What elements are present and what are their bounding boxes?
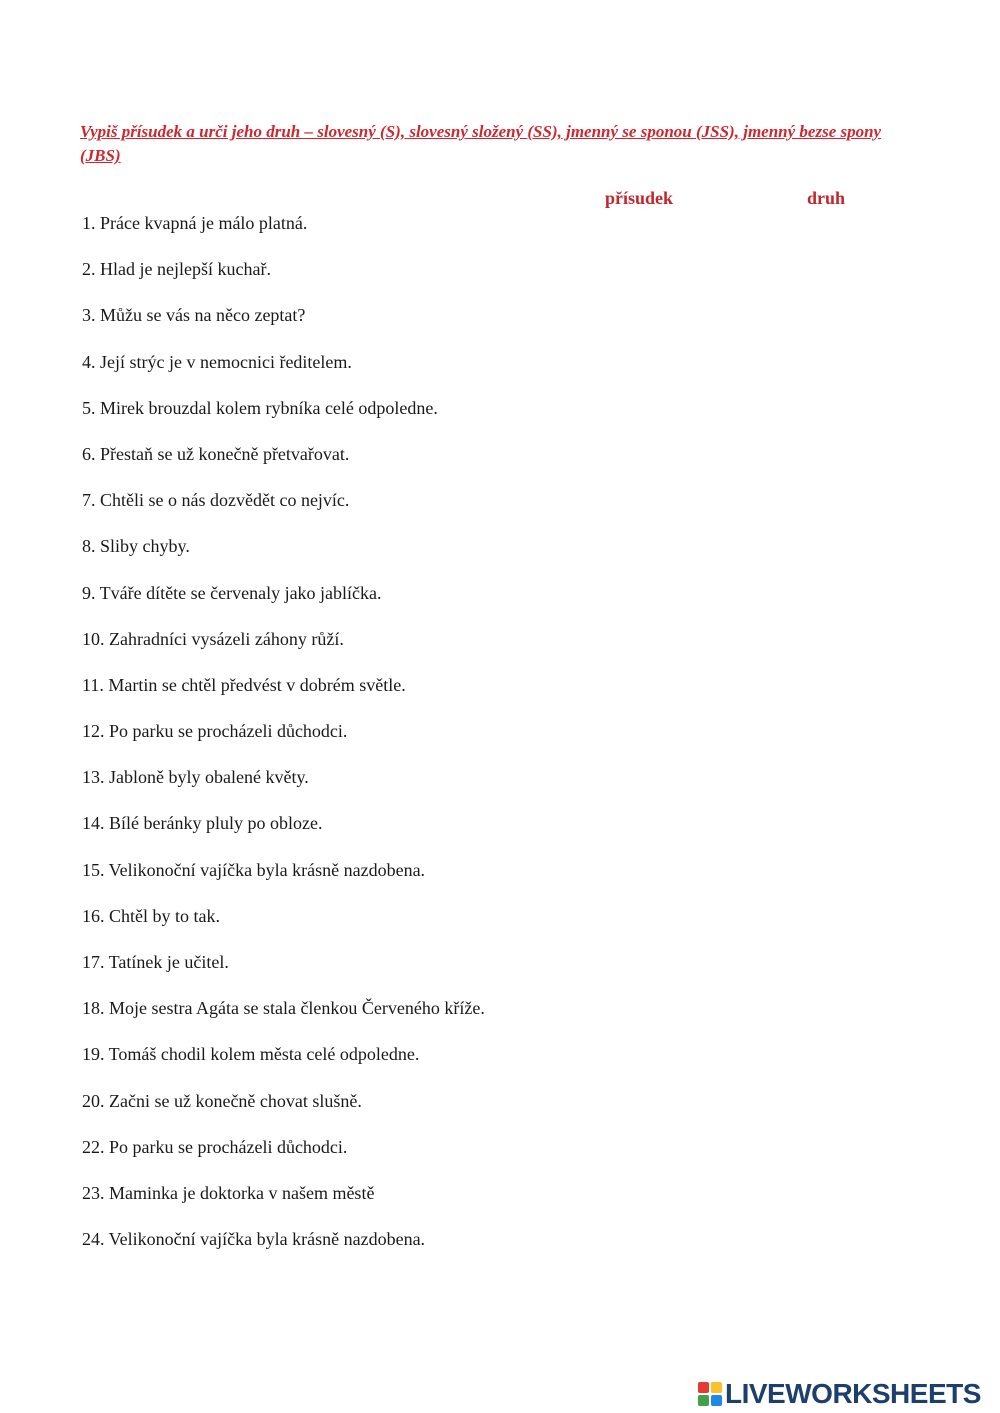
sentence-item: 20. Začni se už konečně chovat slušně. bbox=[82, 1090, 362, 1111]
sentence-item: 1. Práce kvapná je málo platná. bbox=[82, 213, 308, 233]
column-header-type: druh bbox=[807, 188, 846, 208]
sentence-item: 2. Hlad je nejlepší kuchař. bbox=[82, 259, 271, 280]
sentence-item: 18. Moje sestra Agáta se stala členkou Červeného kříže. bbox=[82, 998, 485, 1019]
sentence-item: 15. Velikonoční vajíčka byla krásně nazdobena. bbox=[82, 859, 426, 880]
liveworksheets-logo bbox=[698, 1379, 981, 1409]
logo-square-yellow bbox=[711, 1382, 722, 1393]
sentence-item: 5. Mirek brouzdal kolem rybníka celé odpoledne. bbox=[82, 397, 438, 418]
liveworksheets-logo-text: LIVEWORKSHEETS bbox=[725, 1378, 981, 1409]
sentence-item: 24. Velikonoční vajíčka byla krásně nazdobena. bbox=[82, 1229, 426, 1250]
sentence-item: 19. Tomáš chodil kolem města celé odpoledne. bbox=[82, 1044, 420, 1065]
logo-square-red bbox=[698, 1382, 709, 1393]
sentence-item: 7. Chtěli se o nás dozvědět co nejvíc. bbox=[82, 490, 350, 511]
sentence-item: 11. Martin se chtěl předvést v dobrém světle. bbox=[82, 674, 406, 695]
liveworksheets-logo-icon bbox=[698, 1382, 722, 1406]
sentence-item: 3. Můžu se vás na něco zeptat? bbox=[82, 305, 306, 326]
sentence-item: 4. Její strýc je v nemocnici ředitelem. bbox=[82, 351, 352, 372]
sentence-item: 6. Přestaň se už konečně přetvařovat. bbox=[82, 443, 350, 464]
sentence-item: 12. Po parku se procházeli důchodci. bbox=[82, 721, 348, 742]
sentence-item: 9. Tváře dítěte se červenaly jako jablíčka. bbox=[82, 582, 382, 603]
logo-square-blue bbox=[711, 1395, 722, 1406]
sentence-item: 17. Tatínek je učitel. bbox=[82, 952, 229, 972]
sentence-list bbox=[82, 211, 485, 1273]
sentence-item: 22. Po parku se procházeli důchodci. bbox=[82, 1136, 348, 1157]
sentence-item: 14. Bílé beránky pluly po obloze. bbox=[82, 813, 323, 834]
instruction-heading: Vypiš přísudek a urči jeho druh – slovesný (S), slovesný složený (SS), jmenný se sponou (JSS), jmenný bezse spony (JBS) bbox=[80, 122, 882, 165]
sentence-item: 13. Jabloně byly obalené květy. bbox=[82, 767, 309, 788]
sentence-item: 16. Chtěl by to tak. bbox=[82, 905, 220, 926]
sentence-item: 23. Maminka je doktorka v našem městě bbox=[82, 1182, 375, 1203]
sentence-item: 8. Sliby chyby. bbox=[82, 536, 190, 557]
logo-square-green bbox=[698, 1395, 709, 1406]
column-header-predicate: přísudek bbox=[605, 188, 674, 208]
sentence-item: 10. Zahradníci vysázeli záhony růží. bbox=[82, 628, 344, 649]
